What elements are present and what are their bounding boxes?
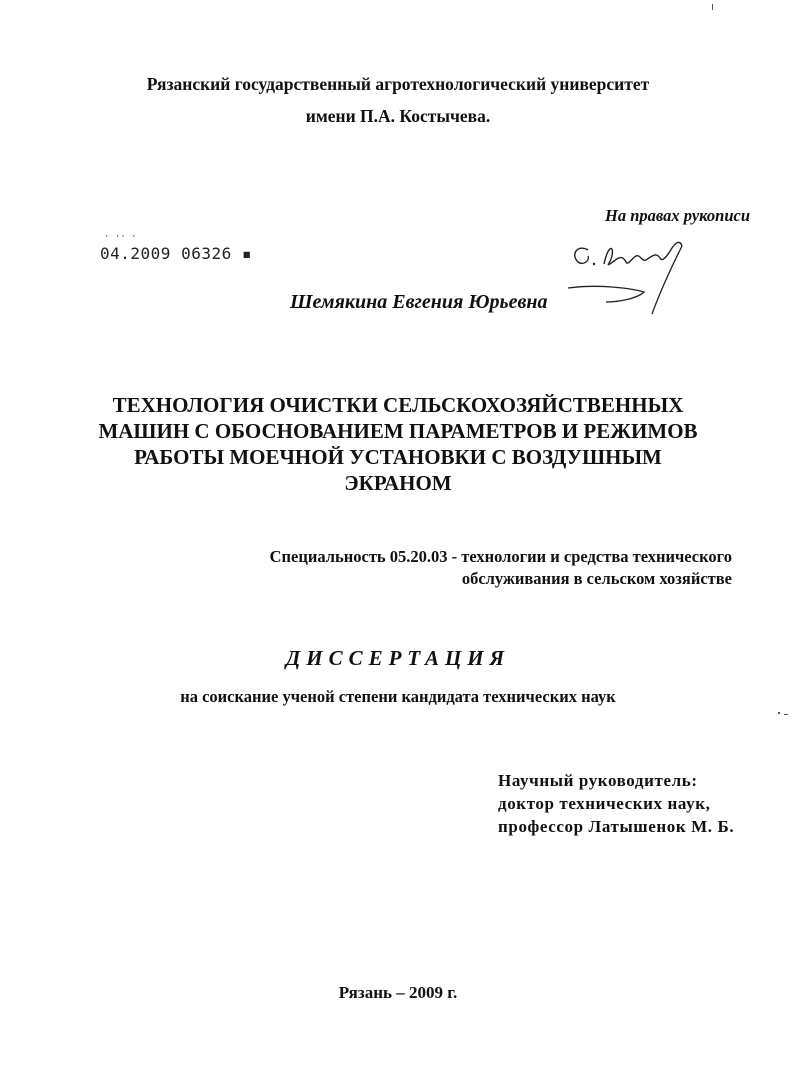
title-line: МАШИН С ОБОСНОВАНИЕМ ПАРАМЕТРОВ И РЕЖИМОВ — [98, 419, 698, 443]
degree-line: на соискание ученой степени кандидата технических наук — [180, 687, 616, 706]
advisor-name: профессор Латышенок М. Б. — [498, 817, 735, 836]
city-year: Рязань – 2009 г. — [338, 983, 458, 1002]
specialty-line1: Специальность 05.20.03 - технологии и средства технического — [269, 547, 732, 566]
specialty-block — [160, 546, 732, 590]
document-type-heading: ДИССЕРТАЦИЯ — [285, 646, 511, 670]
archive-stamp-marks: · ·· · — [104, 232, 137, 242]
scan-speck — [712, 4, 713, 10]
title-line: ЭКРАНОМ — [344, 471, 452, 495]
advisor-label: Научный руководитель: — [498, 771, 698, 790]
university-name-line1: Рязанский государственный агротехнологический университет — [146, 74, 650, 94]
manuscript-rights-note: На правах рукописи — [605, 206, 750, 225]
scientific-advisor-block — [498, 769, 734, 838]
author-signature — [548, 236, 698, 320]
title-line: РАБОТЫ МОЕЧНОЙ УСТАНОВКИ С ВОЗДУШНЫМ — [134, 445, 662, 469]
university-name-line2: имени П.А. Костычева. — [305, 106, 491, 126]
scan-speck — [778, 712, 780, 714]
advisor-degree: доктор технических наук, — [498, 794, 711, 813]
archive-number-stamp: 04.2009 06326 ▪ — [100, 244, 252, 263]
specialty-line2: обслуживания в сельском хозяйстве — [461, 569, 732, 588]
scan-speck — [784, 714, 788, 715]
author-name: Шемякина Евгения Юрьевна — [290, 291, 548, 313]
title-line: ТЕХНОЛОГИЯ ОЧИСТКИ СЕЛЬСКОХОЗЯЙСТВЕННЫХ — [112, 393, 684, 417]
dissertation-title — [60, 392, 736, 496]
